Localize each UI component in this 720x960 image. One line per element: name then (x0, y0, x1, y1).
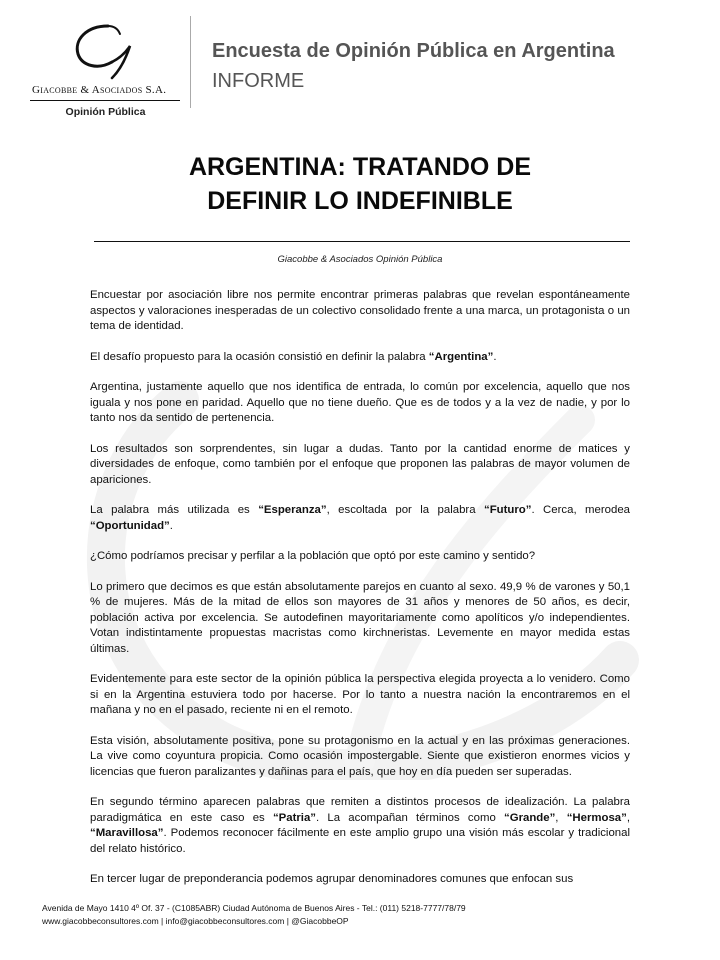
page-footer (42, 902, 682, 928)
paragraph-7: Lo primero que decimos es que están absolutamente parejos en cuanto al sexo. 49,9 % de varones y 50,1 % de mujeres. Más de la mitad de ellos son mayores de 31 años y menores de 50 años, es decir, población activa por excelencia. Se autodefinen mayoritariamente como apolíticos y/o independientes. Votan indistintamente propuestas macristas como kirchneristas. Levemente en mayor medida estas últimas. (90, 580, 630, 655)
paragraph-8: Evidentemente para este sector de la opinión pública la perspectiva elegida proyecta a lo venidero. Como si en la Argentina estuviera todo por hacerse. Por lo tanto a nuestra nación la encontraremos en el mañana y no en el pasado, reciente ni en el remoto. (90, 673, 630, 716)
company-logo (28, 18, 183, 118)
paragraph-2: El desafío propuesto para la ocasión consistió en definir la palabra “Argentina”. (90, 350, 497, 363)
paragraph-4: Los resultados son sorprendentes, sin lugar a dudas. Tanto por la cantidad enorme de matices y diversidades de enfoque, como también por el enfoque que proponen las palabras de mayor volumen de apariciones. (90, 442, 630, 486)
paragraph-11: En tercer lugar de preponderancia podemos agrupar denominadores comunes que enfocan sus (90, 873, 574, 885)
document-subtitle: INFORME (212, 70, 305, 92)
company-name: Giacobbe & Asociados S.A. (32, 84, 167, 96)
paragraph-9: Esta visión, absolutamente positiva, pone su protagonismo en la actual y en las próximas generaciones. La vive como coyuntura propicia. Como ocasión impostergable. Siente que existieron enormes vicios y licencias que fueron paralizantes y dañinas para el país, que hoy en día pueden ser superadas. (90, 734, 630, 778)
article-body (90, 288, 630, 903)
keyword-oportunidad: “Oportunidad” (90, 519, 170, 532)
keyword-maravillosa: “Maravillosa” (90, 827, 164, 839)
company-tagline: Opinión Pública (65, 106, 146, 118)
heading-line-2: DEFINIR LO INDEFINIBLE (207, 187, 513, 215)
heading-divider (94, 241, 630, 242)
paragraph-5: La palabra más utilizada es “Esperanza”, escoltada por la palabra “Futuro”. Cerca, merodea “Oportunidad”. (90, 504, 630, 532)
keyword-hermosa: “Hermosa” (566, 811, 627, 824)
article-heading (90, 150, 630, 218)
paragraph-10: En segundo término aparecen palabras que remiten a distintos procesos de idealización. La palabra paradigmática en este caso es “Patria”. La acompañan términos como “Grande”, “Hermosa”, “Maravillosa”. Podemos reconocer fácilmente en este amplio grupo una visión más escolar y tradicional del relato histórico. (90, 796, 630, 855)
logo-divider (30, 100, 180, 101)
article-byline: Giacobbe & Asociados Opinión Pública (277, 254, 443, 265)
header-divider (190, 16, 191, 108)
logo-mark-icon (68, 20, 148, 82)
keyword-patria: “Patria” (272, 811, 317, 824)
paragraph-1: Encuestar por asociación libre nos permite encontrar primeras palabras que revelan espontáneamente aspectos y valoraciones inesperadas de un colectivo consolidado frente a una marca, un protagonista o un tema de identidad. (90, 289, 630, 332)
keyword-esperanza: “Esperanza” (258, 504, 327, 516)
footer-contact: www.giacobbeconsultores.com | info@giacobbeconsultores.com | @GiacobbeOP (42, 916, 349, 926)
keyword-grande: “Grande” (504, 811, 556, 824)
keyword-futuro: “Futuro” (484, 504, 532, 516)
paragraph-6: ¿Cómo podríamos precisar y perfilar a la población que optó por este camino y sentido? (90, 550, 536, 562)
keyword-argentina: “Argentina” (428, 350, 494, 363)
footer-address: Avenida de Mayo 1410 4º Of. 37 - (C1085ABR) Ciudad Autónoma de Buenos Aires - Tel.: (011) 5218-7777/78/79 (42, 903, 466, 913)
document-title: Encuesta de Opinión Pública en Argentina (212, 40, 615, 62)
paragraph-3: Argentina, justamente aquello que nos identifica de entrada, lo común por excelencia, aquello que nos iguala y nos pone en paridad. Aquello que no tiene dueño. Que es de todos y a la vez de nadie, y por lo tanto nos da sentido de pertenencia. (90, 381, 630, 424)
heading-line-1: ARGENTINA: TRATANDO DE (188, 153, 532, 181)
